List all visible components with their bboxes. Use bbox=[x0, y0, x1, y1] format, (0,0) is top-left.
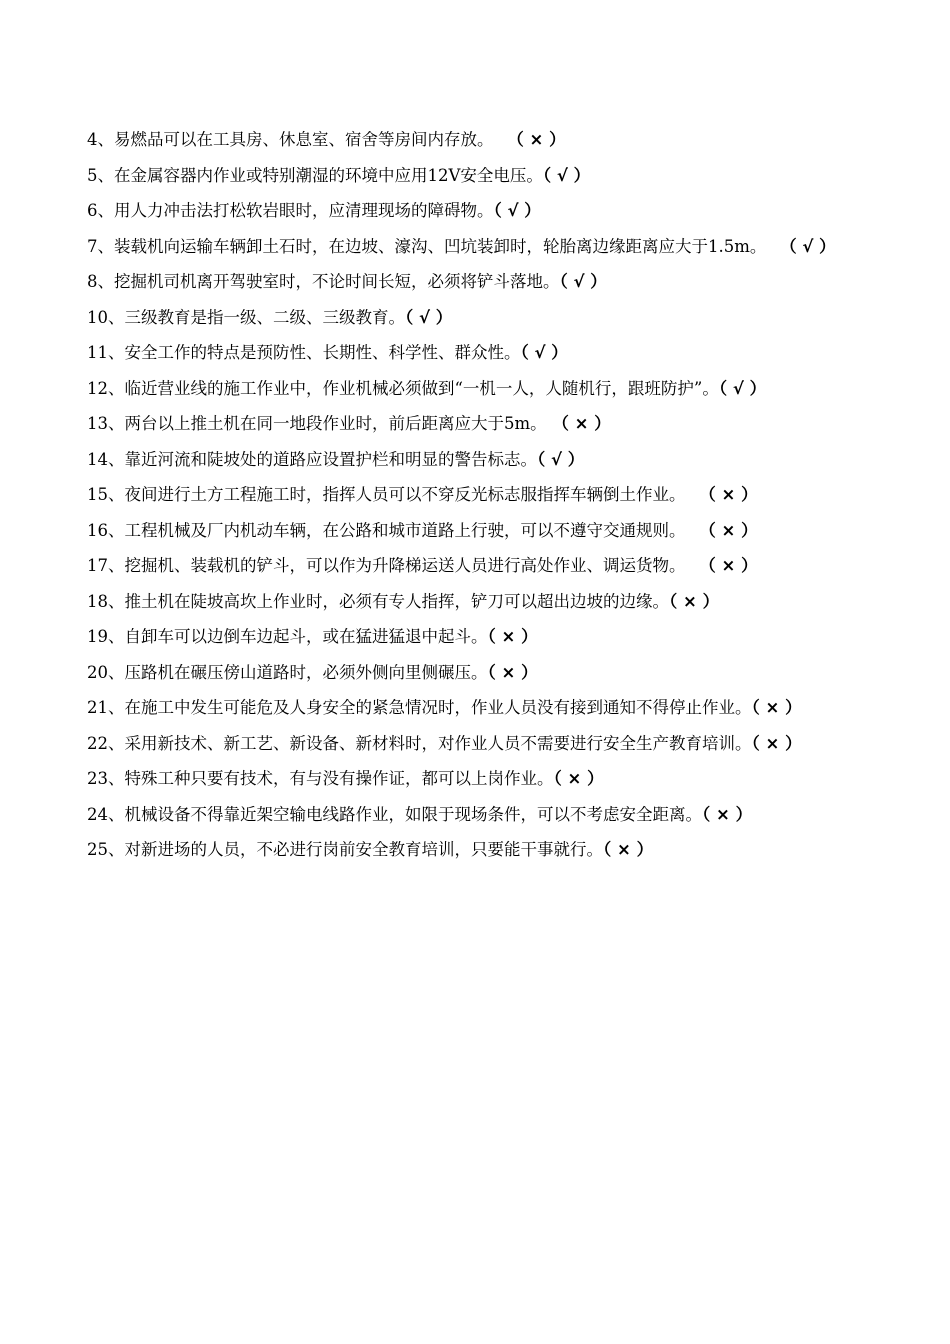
answer-mark: （ √ ） bbox=[718, 378, 767, 398]
question-text: 21、在施工中发生可能危及人身安全的紧急情况时，作业人员没有接到通知不得停止作业。 bbox=[87, 698, 752, 717]
question-item bbox=[87, 548, 869, 584]
answer-mark: （ × ） bbox=[707, 520, 758, 540]
answer-mark: （ × ） bbox=[702, 804, 753, 824]
question-text: 24、机械设备不得靠近架空输电线路作业，如限于现场条件，可以不考虑安全距离。 bbox=[87, 804, 702, 824]
answer-mark: （ √ ） bbox=[493, 201, 541, 220]
question-item bbox=[87, 406, 869, 442]
question-text: 23、特殊工种只要有技术，有与没有操作证，都可以上岗作业。 bbox=[87, 769, 554, 788]
answer-mark: （ × ） bbox=[560, 414, 611, 433]
question-item bbox=[87, 158, 869, 194]
question-text: 17、挖掘机、装载机的铲斗，可以作为升降梯运送人员进行高处作业、调运货物。 bbox=[87, 556, 686, 575]
answer-mark: （ × ） bbox=[707, 485, 758, 504]
question-item bbox=[87, 584, 869, 620]
question-text: 16、工程机械及厂内机动车辆，在公路和城市道路上行驶，可以不遵守交通规则。 bbox=[87, 520, 686, 540]
question-text: 18、推土机在陡坡高坎上作业时，必须有专人指挥，铲刀可以超出边坡的边缘。 bbox=[87, 591, 669, 611]
question-text: 25、对新进场的人员，不必进行岗前安全教育培训，只要能干事就行。 bbox=[87, 840, 603, 859]
question-item bbox=[87, 264, 869, 300]
question-text: 13、两台以上推土机在同一地段作业时，前后距离应大于5m。 bbox=[87, 414, 547, 433]
question-item bbox=[87, 371, 869, 407]
question-text: 10、三级教育是指一级、二级、三级教育。 bbox=[87, 307, 405, 327]
question-item bbox=[87, 761, 869, 797]
question-text: 20、压路机在碾压傍山道路时，必须外侧向里侧碾压。 bbox=[87, 662, 488, 682]
answer-mark: （ √ ） bbox=[520, 343, 568, 362]
answer-mark: （ × ） bbox=[487, 627, 538, 646]
answer-mark: （ × ） bbox=[669, 591, 720, 611]
answer-mark: （ × ） bbox=[751, 733, 802, 753]
answer-mark: （ × ） bbox=[487, 662, 538, 682]
question-item bbox=[87, 442, 869, 478]
answer-mark: （ × ） bbox=[603, 840, 654, 859]
answer-mark: （ √ ） bbox=[559, 272, 607, 291]
question-item bbox=[87, 122, 869, 158]
question-text: 7、装载机向运输车辆卸土石时，在边坡、濠沟、凹坑装卸时，轮胎离边缘距离应大于1.5m。 bbox=[87, 236, 767, 256]
answer-mark: （ × ） bbox=[707, 556, 758, 575]
question-item bbox=[87, 513, 869, 549]
answer-mark: （ √ ） bbox=[537, 449, 585, 469]
answer-mark: （ × ） bbox=[553, 769, 604, 788]
question-item bbox=[87, 619, 869, 655]
question-text: 14、靠近河流和陡坡处的道路应设置护栏和明显的警告标志。 bbox=[87, 449, 537, 469]
question-text: 15、夜间进行土方工程施工时，指挥人员可以不穿反光标志服指挥车辆倒土作业。 bbox=[87, 485, 686, 504]
question-text: 5、在金属容器内作业或特别潮湿的环境中应用12V安全电压。 bbox=[87, 165, 543, 185]
question-text: 11、安全工作的特点是预防性、长期性、科学性、群众性。 bbox=[87, 343, 521, 362]
question-text: 22、采用新技术、新工艺、新设备、新材料时，对作业人员不需要进行安全生产教育培训。 bbox=[87, 733, 752, 753]
question-item bbox=[87, 229, 869, 265]
question-item bbox=[87, 655, 869, 691]
question-item bbox=[87, 690, 869, 726]
answer-mark: （ √ ） bbox=[405, 307, 453, 327]
answer-mark: （ × ） bbox=[751, 698, 802, 717]
answer-mark: （ √ ） bbox=[542, 165, 591, 185]
question-list bbox=[87, 122, 869, 868]
question-item bbox=[87, 726, 869, 762]
question-text: 12、临近营业线的施工作业中，作业机械必须做到“一机一人，人随机行，跟班防护”。 bbox=[87, 378, 719, 398]
question-text: 8、挖掘机司机离开驾驶室时，不论时间长短，必须将铲斗落地。 bbox=[87, 272, 560, 291]
question-item bbox=[87, 477, 869, 513]
question-item bbox=[87, 832, 869, 868]
answer-mark: （ × ） bbox=[515, 130, 566, 149]
question-text: 6、用人力冲击法打松软岩眼时，应清理现场的障碍物。 bbox=[87, 201, 494, 220]
question-item bbox=[87, 335, 869, 371]
question-text: 19、自卸车可以边倒车边起斗，或在猛进猛退中起斗。 bbox=[87, 627, 488, 646]
answer-mark: （ √ ） bbox=[788, 236, 836, 256]
question-item bbox=[87, 300, 869, 336]
question-item bbox=[87, 193, 869, 229]
question-text: 4、易燃品可以在工具房、休息室、宿舍等房间内存放。 bbox=[87, 130, 494, 149]
question-item bbox=[87, 797, 869, 833]
